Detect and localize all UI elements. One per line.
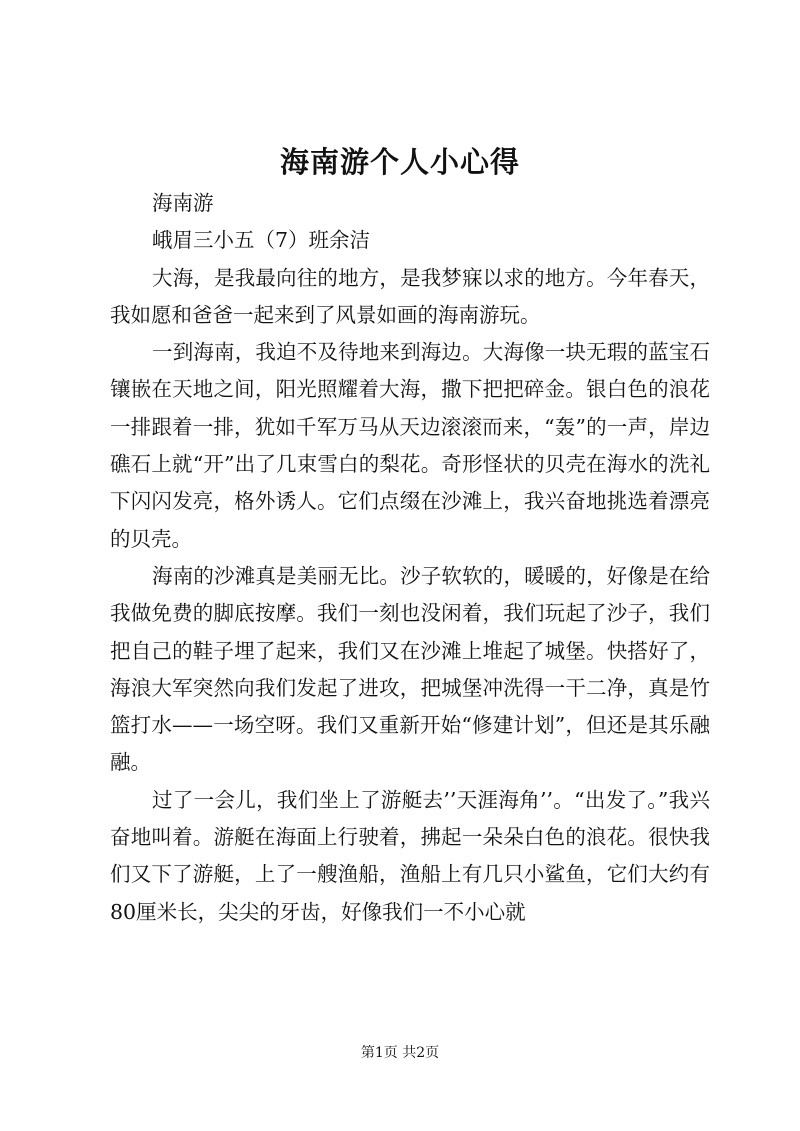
- paragraph-heading: 海南游: [152, 191, 214, 215]
- paragraph-beach: 海南的沙滩真是美丽无比。沙子软软的，暖暖的，好像是在给我做免费的脚底按摩。我们一刻也没闲着，我们玩起了沙子，我们把自己的鞋子埋了起来，我们又在沙滩上堆起了城堡。快搭好了，海浪大军突然向我们发起了进攻，把城堡冲洗得一干二净，真是竹篮打水——一场空呀。我们又重新开始“修建计划”，但还是其乐融融。: [110, 563, 710, 775]
- document-body: [110, 185, 710, 931]
- paragraph-yacht: 过了一会儿，我们坐上了游艇去’’天涯海角’’。“出发了。”我兴奋地叫着。游艇在海面上行驶着，拂起一朵朵白色的浪花。很快我们又下了游艇，上了一艘渔船，渔船上有几只小鲨鱼，它们大约有80厘米长，尖尖的牙齿，好像我们一不小心就: [110, 787, 710, 924]
- page-footer: 第1页 共2页: [360, 1045, 440, 1061]
- paragraph-author: 峨眉三小五（7）班余洁: [152, 228, 371, 253]
- paragraph-intro: 大海，是我最向往的地方，是我梦寐以求的地方。今年春天，我如愿和爸爸一起来到了风景如画的海南游玩。: [110, 265, 710, 327]
- document-title: 海南游个人小心得: [279, 145, 520, 179]
- paragraph-seaside: 一到海南，我迫不及待地来到海边。大海像一块无瑕的蓝宝石镶嵌在天地之间，阳光照耀着大海，撒下把把碎金。银白色的浪花一排跟着一排，犹如千军万马从天边滚滚而来，“轰”的一声，岸边礁石上就“开”出了几束雪白的梨花。奇形怪状的贝壳在海水的洗礼下闪闪发亮，格外诱人。它们点缀在沙滩上，我兴奋地挑选着漂亮的贝壳。: [110, 340, 710, 551]
